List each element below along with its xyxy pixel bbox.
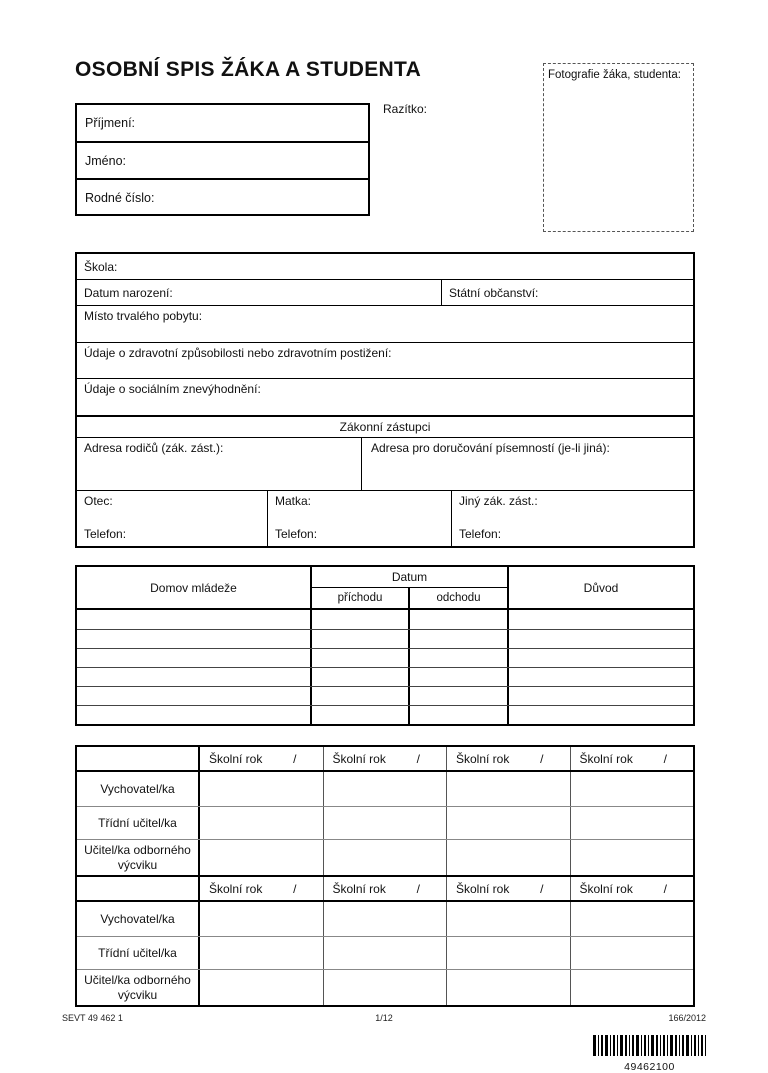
vocational-teacher-label: Učitel/ka odborného výcviku [77,840,200,875]
guardians-header-row [77,415,693,437]
birth-date-label: Datum narození: [84,285,173,300]
dormitory-empty-row [77,667,693,686]
stamp-label: Razítko: [383,102,428,116]
mailing-address-label: Adresa pro doručování písemností (je-li jiná): [371,441,610,455]
departure-column-header [410,588,507,608]
school-year-label: Školní rok [579,881,633,896]
birth-citizenship-row [77,279,693,305]
main-info-table [75,252,695,548]
school-year-column-header [200,877,324,900]
barcode-block [593,1035,706,1073]
parents-address-label: Adresa rodičů (zák. zást.): [84,441,224,455]
residence-label: Místo trvalého pobytu: [84,309,203,323]
school-year-column-header [571,877,694,900]
reason-column-header [509,567,693,608]
year-slash: / [293,881,297,896]
educator-label: Vychovatel/ka [77,772,200,806]
page-number: 1/12 [375,1013,393,1023]
page-title: OSOBNÍ SPIS ŽÁKA A STUDENTA [75,58,422,81]
dormitory-column-label: Domov mládeže [150,580,237,595]
birth-number-field [77,178,368,215]
school-year-table [75,745,695,1007]
date-column-header [312,567,507,588]
class-teacher-label: Třídní učitel/ka [77,807,200,839]
year-slash: / [293,751,297,766]
school-year-block-2 [77,875,693,1005]
mother-label: Matka: [275,494,312,508]
photo-placeholder-box [543,63,694,232]
dormitory-empty-row [77,648,693,667]
parents-row [77,490,693,546]
issue-number: 166/2012 [668,1013,706,1023]
school-year-column-header [324,877,448,900]
school-year-label: Školní rok [332,751,386,766]
date-column-label: Datum [391,570,428,584]
surname-label: Příjmení: [85,116,136,130]
school-year-column-header [324,747,448,770]
school-field [77,254,693,279]
vocational-teacher-label: Učitel/ka odborného výcviku [77,970,200,1005]
dormitory-table [75,565,695,726]
barcode-icon [593,1035,706,1056]
year-slash: / [540,881,544,896]
father-phone-label: Telefon: [84,527,127,541]
year-slash: / [540,751,544,766]
mother-field [268,491,452,546]
departure-column-label: odchodu [436,592,481,604]
header-empty-cell [77,877,200,900]
citizenship-label: Státní občanství: [449,285,539,300]
class-teacher-row [77,806,693,839]
photo-box-label: Fotografie žáka, studenta: [548,69,681,81]
parents-address-field [77,438,362,490]
citizenship-field [442,280,693,305]
educator-row [77,902,693,936]
other-guardian-phone-label: Telefon: [459,527,502,541]
first-name-label: Jméno: [85,153,126,168]
health-field [77,342,693,378]
arrival-column-header [312,588,410,608]
school-year-label: Školní rok [209,881,263,896]
father-label: Otec: [84,494,113,508]
year-slash: / [663,751,667,766]
school-year-column-header [571,747,694,770]
dormitory-empty-row [77,686,693,705]
year-slash: / [416,881,420,896]
school-year-label: Školní rok [456,881,510,896]
educator-row [77,772,693,806]
health-label: Údaje o zdravotní způsobilosti nebo zdravotním postižení: [84,346,392,360]
dormitory-empty-row [77,610,693,629]
school-year-block-1 [77,747,693,875]
addresses-row [77,437,693,490]
date-column-group [312,567,509,608]
form-code: SEVT 49 462 1 [62,1013,123,1023]
surname-field [77,105,368,141]
name-fields-box [75,103,370,216]
school-year-label: Školní rok [209,751,263,766]
arrival-column-label: příchodu [337,592,383,604]
other-guardian-field [452,491,693,546]
dormitory-empty-row [77,629,693,648]
reason-column-label: Důvod [583,580,619,595]
other-guardian-label: Jiný zák. zást.: [459,494,538,508]
vocational-teacher-row [77,839,693,875]
first-name-field [77,141,368,178]
birth-date-field [77,280,442,305]
educator-label: Vychovatel/ka [77,902,200,936]
dormitory-empty-row [77,705,693,724]
residence-field [77,305,693,342]
class-teacher-row [77,936,693,969]
vocational-teacher-row [77,969,693,1005]
father-field [77,491,268,546]
header-empty-cell [77,747,200,770]
school-label: Škola: [84,259,118,274]
school-year-header-row [77,747,693,772]
class-teacher-label: Třídní učitel/ka [77,937,200,969]
school-year-header-row [77,877,693,902]
school-year-column-header [447,747,571,770]
school-year-column-header [447,877,571,900]
barcode-number: 49462100 [624,1061,675,1073]
year-slash: / [416,751,420,766]
school-year-label: Školní rok [579,751,633,766]
year-slash: / [663,881,667,896]
school-year-label: Školní rok [332,881,386,896]
social-label: Údaje o sociálním znevýhodnění: [84,382,261,396]
dormitory-column-header [77,567,312,608]
school-year-label: Školní rok [456,751,510,766]
birth-number-label: Rodné číslo: [85,190,155,205]
school-year-column-header [200,747,324,770]
mailing-address-field [362,438,693,490]
social-field [77,378,693,415]
dormitory-table-header [77,567,693,610]
page-footer [62,1013,706,1023]
mother-phone-label: Telefon: [275,527,318,541]
guardians-header-label: Zákonní zástupci [339,420,431,434]
